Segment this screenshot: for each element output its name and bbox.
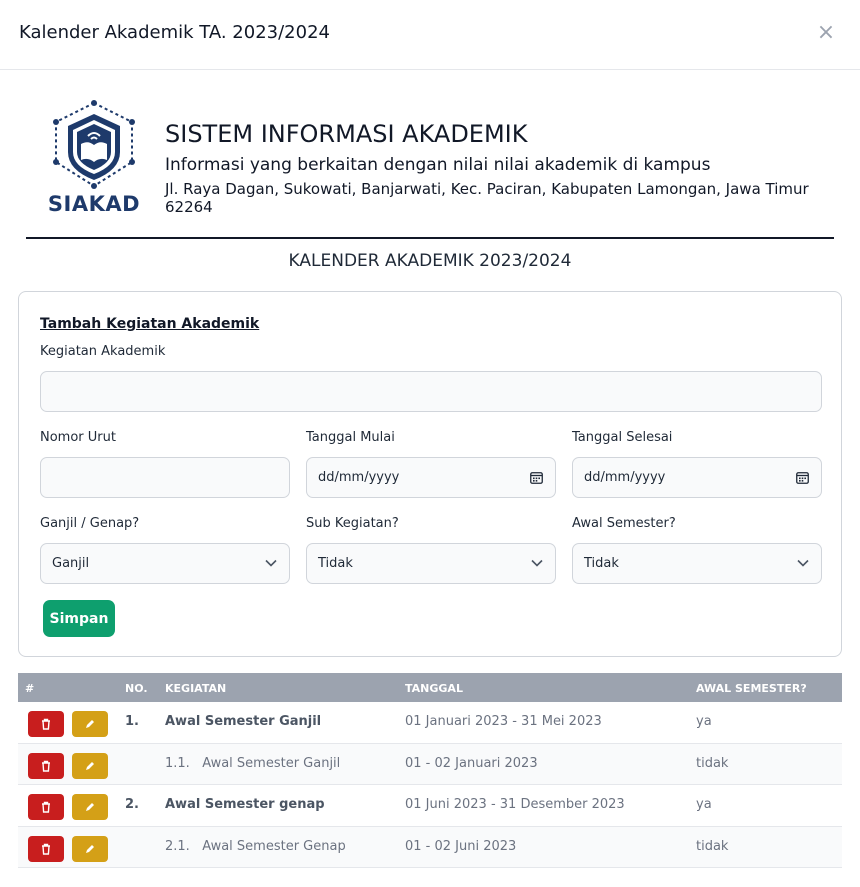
edit-button[interactable] bbox=[72, 794, 108, 820]
tanggal-selesai-label: Tanggal Selesai bbox=[572, 430, 673, 445]
row-kegiatan: 1.1. Awal Semester Ganjil bbox=[165, 755, 341, 771]
trash-icon bbox=[40, 843, 52, 855]
awal-semester-select[interactable] bbox=[572, 543, 822, 584]
row-tanggal: 01 - 02 Januari 2023 bbox=[405, 755, 538, 771]
nomor-urut-input[interactable] bbox=[40, 457, 290, 498]
chevron-down-icon bbox=[797, 559, 809, 567]
pencil-icon bbox=[84, 843, 96, 855]
modal-title: Kalender Akademik TA. 2023/2024 bbox=[19, 22, 330, 43]
table-row bbox=[18, 702, 842, 744]
tanggal-mulai-placeholder: dd/mm/yyyy bbox=[318, 470, 400, 485]
pencil-icon bbox=[84, 718, 96, 730]
sub-kegiatan-label: Sub Kegiatan? bbox=[306, 516, 399, 531]
th-no: NO. bbox=[125, 682, 148, 695]
org-tagline: Informasi yang berkaitan dengan nilai nilai akademik di kampus bbox=[165, 155, 711, 175]
shield-book-icon bbox=[44, 100, 144, 190]
edit-button[interactable] bbox=[72, 753, 108, 779]
awal-semester-label: Awal Semester? bbox=[572, 516, 676, 531]
kegiatan-label: Kegiatan Akademik bbox=[40, 344, 166, 359]
org-address: Jl. Raya Dagan, Sukowati, Banjarwati, Kec. Paciran, Kabupaten Lamongan, Jawa Timur 62264 bbox=[165, 180, 809, 216]
activity-table bbox=[18, 673, 842, 868]
form-heading: Tambah Kegiatan Akademik bbox=[40, 316, 260, 332]
tanggal-mulai-label: Tanggal Mulai bbox=[306, 430, 395, 445]
tanggal-selesai-placeholder: dd/mm/yyyy bbox=[584, 470, 666, 485]
ganjil-genap-select[interactable] bbox=[40, 543, 290, 584]
delete-button[interactable] bbox=[28, 794, 64, 820]
pencil-icon bbox=[84, 801, 96, 813]
tanggal-mulai-input[interactable] bbox=[306, 457, 556, 498]
delete-button[interactable] bbox=[28, 753, 64, 779]
siakad-logo bbox=[44, 100, 144, 220]
edit-button[interactable] bbox=[72, 711, 108, 737]
trash-icon bbox=[40, 718, 52, 730]
page-title: KALENDER AKADEMIK 2023/2024 bbox=[288, 251, 572, 271]
table-row bbox=[18, 827, 842, 869]
awal-semester-value: Tidak bbox=[584, 556, 619, 571]
row-no: 2. bbox=[125, 797, 139, 812]
row-kegiatan: Awal Semester Ganjil bbox=[165, 714, 322, 729]
row-tanggal: 01 Januari 2023 - 31 Mei 2023 bbox=[405, 714, 602, 729]
kegiatan-input[interactable] bbox=[40, 371, 822, 412]
tanggal-selesai-input[interactable] bbox=[572, 457, 822, 498]
row-tanggal: 01 - 02 Juni 2023 bbox=[405, 838, 517, 854]
row-awal-semester: ya bbox=[696, 714, 712, 729]
logo-text: SIAKAD bbox=[47, 192, 141, 216]
calendar-icon[interactable] bbox=[796, 471, 809, 484]
ganjil-genap-label: Ganjil / Genap? bbox=[40, 516, 140, 531]
trash-icon bbox=[40, 801, 52, 813]
th-awal-semester: AWAL SEMESTER? bbox=[696, 682, 807, 695]
header-divider bbox=[26, 237, 834, 239]
row-no: 1. bbox=[125, 714, 139, 729]
row-kegiatan: 2.1. Awal Semester Genap bbox=[165, 838, 346, 854]
chevron-down-icon bbox=[531, 559, 543, 567]
row-awal-semester: tidak bbox=[696, 755, 729, 771]
th-kegiatan: KEGIATAN bbox=[165, 682, 227, 695]
calendar-icon[interactable] bbox=[530, 471, 543, 484]
table-row bbox=[18, 744, 842, 786]
modal-header bbox=[0, 0, 860, 70]
save-button[interactable]: Simpan bbox=[43, 600, 115, 637]
sub-kegiatan-value: Tidak bbox=[318, 556, 353, 571]
pencil-icon bbox=[84, 760, 96, 772]
table-header bbox=[18, 673, 842, 702]
close-icon[interactable]: × bbox=[816, 20, 836, 45]
sub-kegiatan-select[interactable] bbox=[306, 543, 556, 584]
add-activity-form bbox=[18, 291, 842, 657]
nomor-urut-label: Nomor Urut bbox=[40, 430, 116, 445]
row-kegiatan: Awal Semester genap bbox=[165, 797, 325, 812]
chevron-down-icon bbox=[265, 559, 277, 567]
row-awal-semester: ya bbox=[696, 797, 712, 812]
delete-button[interactable] bbox=[28, 711, 64, 737]
ganjil-genap-value: Ganjil bbox=[52, 556, 90, 571]
th-hash: # bbox=[25, 682, 35, 695]
th-tanggal: TANGGAL bbox=[405, 682, 463, 695]
trash-icon bbox=[40, 760, 52, 772]
delete-button[interactable] bbox=[28, 836, 64, 862]
table-row bbox=[18, 785, 842, 827]
row-awal-semester: tidak bbox=[696, 838, 729, 854]
edit-button[interactable] bbox=[72, 836, 108, 862]
org-name: SISTEM INFORMASI AKADEMIK bbox=[165, 120, 528, 148]
row-tanggal: 01 Juni 2023 - 31 Desember 2023 bbox=[405, 797, 625, 812]
